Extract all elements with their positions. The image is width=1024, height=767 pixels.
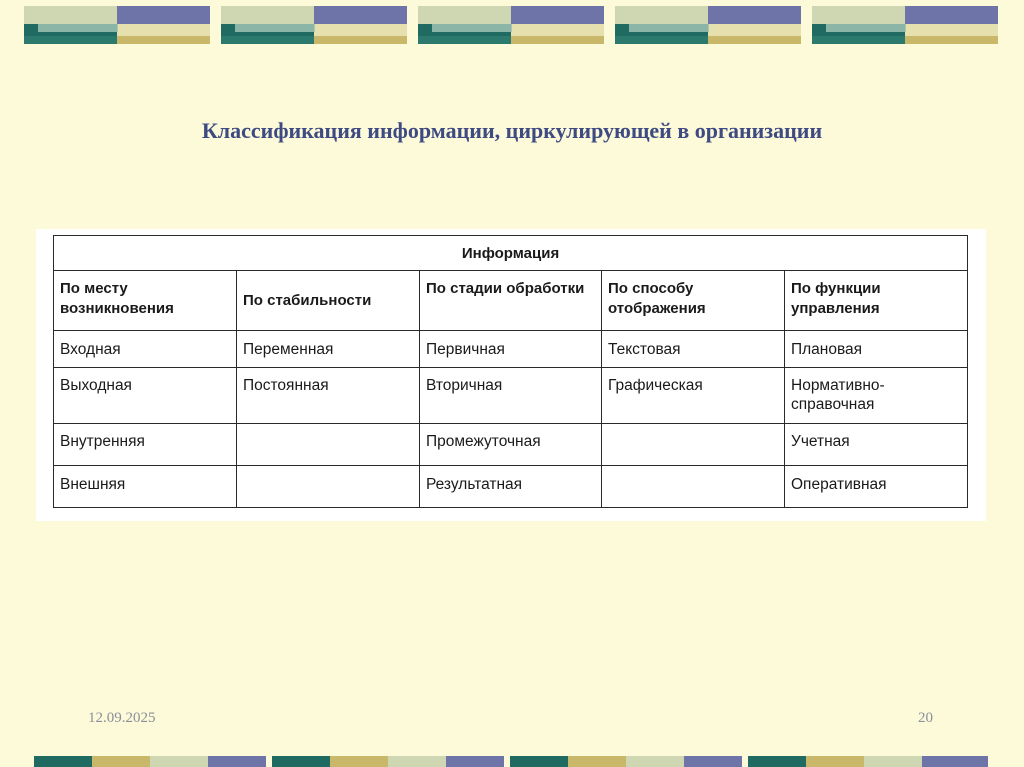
- column-header-management-function: По функции управления: [785, 271, 968, 331]
- table-main-header-row: [54, 236, 968, 271]
- table-cell: Промежуточная: [420, 424, 602, 466]
- column-header-display-method: По способу отображения: [602, 271, 785, 331]
- table-cell: Внутренняя: [54, 424, 237, 466]
- band-group-1: [24, 6, 210, 44]
- table-cell: Нормативно-справочная: [785, 368, 968, 424]
- column-header-processing-stage: По стадии обработки: [420, 271, 602, 331]
- slide-date: 12.09.2025: [88, 710, 156, 726]
- table-cell: Переменная: [237, 331, 420, 368]
- table-cell: Текстовая: [602, 331, 785, 368]
- slide-page-number: 20: [918, 710, 933, 726]
- table-cell: [237, 466, 420, 508]
- table-cell: Плановая: [785, 331, 968, 368]
- table-cell: Входная: [54, 331, 237, 368]
- classification-table: [53, 235, 968, 508]
- band-group-4: [615, 6, 801, 44]
- top-decorative-bands: [0, 0, 1024, 60]
- slide-title: Классификация информации, циркулирующей в организации: [201, 118, 823, 143]
- column-header-origin: По месту возникновения: [54, 271, 237, 331]
- table-cell: Внешняя: [54, 466, 237, 508]
- table-cell: Постоянная: [237, 368, 420, 424]
- table-cell: [602, 424, 785, 466]
- table-row: [54, 466, 968, 508]
- table-cell: [602, 466, 785, 508]
- column-header-stability: По стабильности: [237, 271, 420, 331]
- table-cell: Первичная: [420, 331, 602, 368]
- table-column-header-row: [54, 271, 968, 331]
- table-cell: Выходная: [54, 368, 237, 424]
- band-group-3: [418, 6, 604, 44]
- classification-table-panel: [36, 229, 986, 521]
- table-cell: Результатная: [420, 466, 602, 508]
- table-cell: Оперативная: [785, 466, 968, 508]
- table-row: [54, 331, 968, 368]
- table-row: [54, 424, 968, 466]
- band-group-5: [812, 6, 998, 44]
- table-row: [54, 368, 968, 424]
- table-cell: [237, 424, 420, 466]
- table-main-header: Информация: [54, 236, 968, 271]
- table-cell: Учетная: [785, 424, 968, 466]
- bottom-decorative-bands: [0, 755, 1024, 767]
- band-group-2: [221, 6, 407, 44]
- table-cell: Вторичная: [420, 368, 602, 424]
- table-cell: Графическая: [602, 368, 785, 424]
